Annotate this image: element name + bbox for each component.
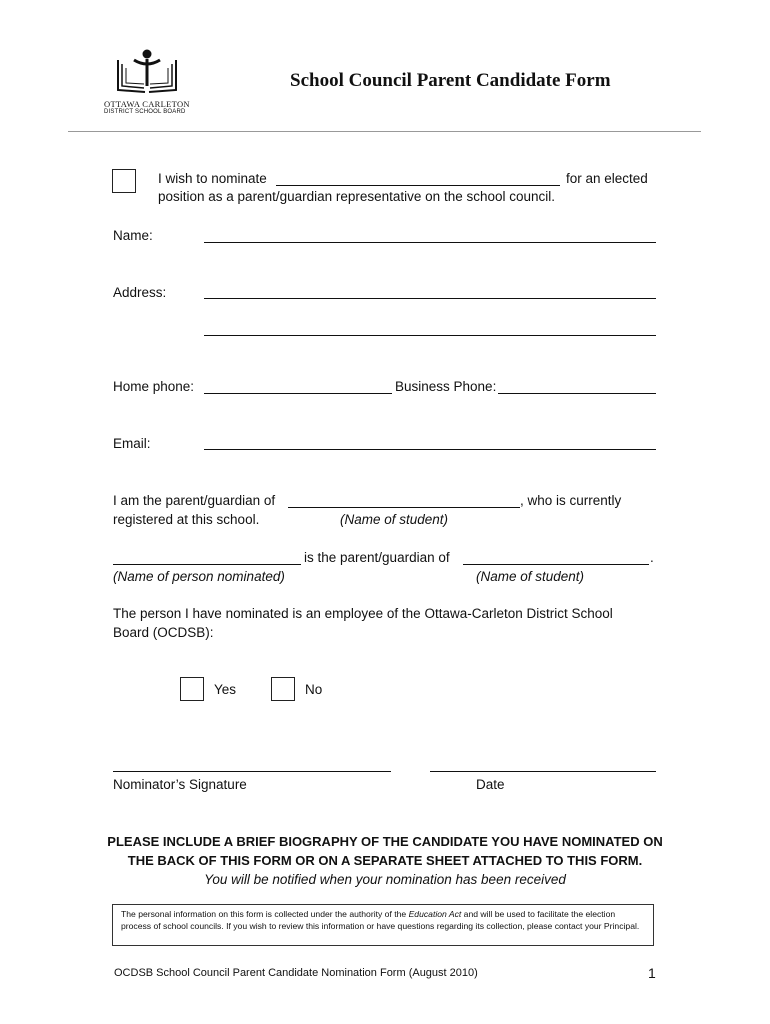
page-title: School Council Parent Candidate Form: [290, 70, 611, 91]
header-divider: [68, 131, 701, 132]
address-field-line1[interactable]: [204, 298, 656, 299]
nominate-line2: position as a parent/guardian representative on the school council.: [158, 189, 556, 204]
signature-label: Nominator’s Signature: [113, 777, 247, 792]
footer-text: OCDSB School Council Parent Candidate Nomination Form (August 2010): [114, 967, 478, 979]
date-field[interactable]: [430, 771, 656, 772]
guardian2-period: .: [650, 550, 654, 565]
yes-label: Yes: [214, 682, 237, 697]
open-book-person-icon: [104, 48, 194, 98]
business-phone-label: Business Phone:: [395, 379, 497, 394]
guardian1-suffix: , who is currently: [520, 493, 622, 508]
home-phone-label: Home phone:: [113, 379, 195, 394]
employee-question-line1: The person I have nominated is an employee of the Ottawa-Carleton District School: [113, 606, 613, 621]
privacy-text-part1: The personal information on this form is collected under the authority of the: [121, 909, 409, 919]
nominate-prefix: I wish to nominate: [158, 171, 267, 186]
email-label: Email:: [113, 436, 151, 451]
no-label: No: [305, 682, 323, 697]
guardian2-middle: is the parent/guardian of: [304, 550, 450, 565]
guardian1-prefix: I am the parent/guardian of: [113, 493, 276, 508]
name-label: Name:: [113, 228, 153, 243]
business-phone-field[interactable]: [498, 393, 656, 394]
address-field-line2[interactable]: [204, 335, 656, 336]
nominate-suffix: for an elected: [566, 171, 648, 186]
logo-text-line2: DISTRICT SCHOOL BOARD: [104, 109, 186, 115]
employee-question-line2: Board (OCDSB):: [113, 625, 214, 640]
nominated-person-field[interactable]: [113, 564, 301, 565]
student-name-caption-2: (Name of student): [476, 569, 585, 584]
nominee-name-field[interactable]: [276, 185, 560, 186]
nominate-checkbox[interactable]: [112, 169, 136, 193]
home-phone-field[interactable]: [204, 393, 392, 394]
student-name-field[interactable]: [288, 507, 520, 508]
address-label: Address:: [113, 285, 167, 300]
privacy-text-part2: and will be used to facilitate the election process of school councils. If you wish to review this information or have questions regarding its collection, please contact your Principal.: [121, 909, 640, 931]
student-name-field-2[interactable]: [463, 564, 649, 565]
name-field[interactable]: [204, 242, 656, 243]
student-name-caption: (Name of student): [340, 512, 449, 527]
biography-notice-line2: THE BACK OF THIS FORM OR ON A SEPARATE SHEET ATTACHED TO THIS FORM.: [127, 853, 643, 868]
date-label: Date: [476, 777, 505, 792]
notification-notice: You will be notified when your nomination has been received: [204, 872, 566, 887]
privacy-act-name: Education Act: [408, 909, 462, 919]
logo-text-line1: OTTAWA CARLETON: [104, 99, 190, 109]
signature-field[interactable]: [113, 771, 391, 772]
page-number: 1: [648, 965, 656, 981]
nominated-person-caption: (Name of person nominated): [113, 569, 285, 584]
privacy-notice-box: [112, 904, 654, 946]
email-field[interactable]: [204, 449, 656, 450]
yes-checkbox[interactable]: [180, 677, 204, 701]
no-checkbox[interactable]: [271, 677, 295, 701]
guardian1-line2: registered at this school.: [113, 512, 260, 527]
ocdsb-logo: [104, 48, 194, 120]
biography-notice-line1: PLEASE INCLUDE A BRIEF BIOGRAPHY OF THE CANDIDATE YOU HAVE NOMINATED ON: [107, 834, 663, 849]
